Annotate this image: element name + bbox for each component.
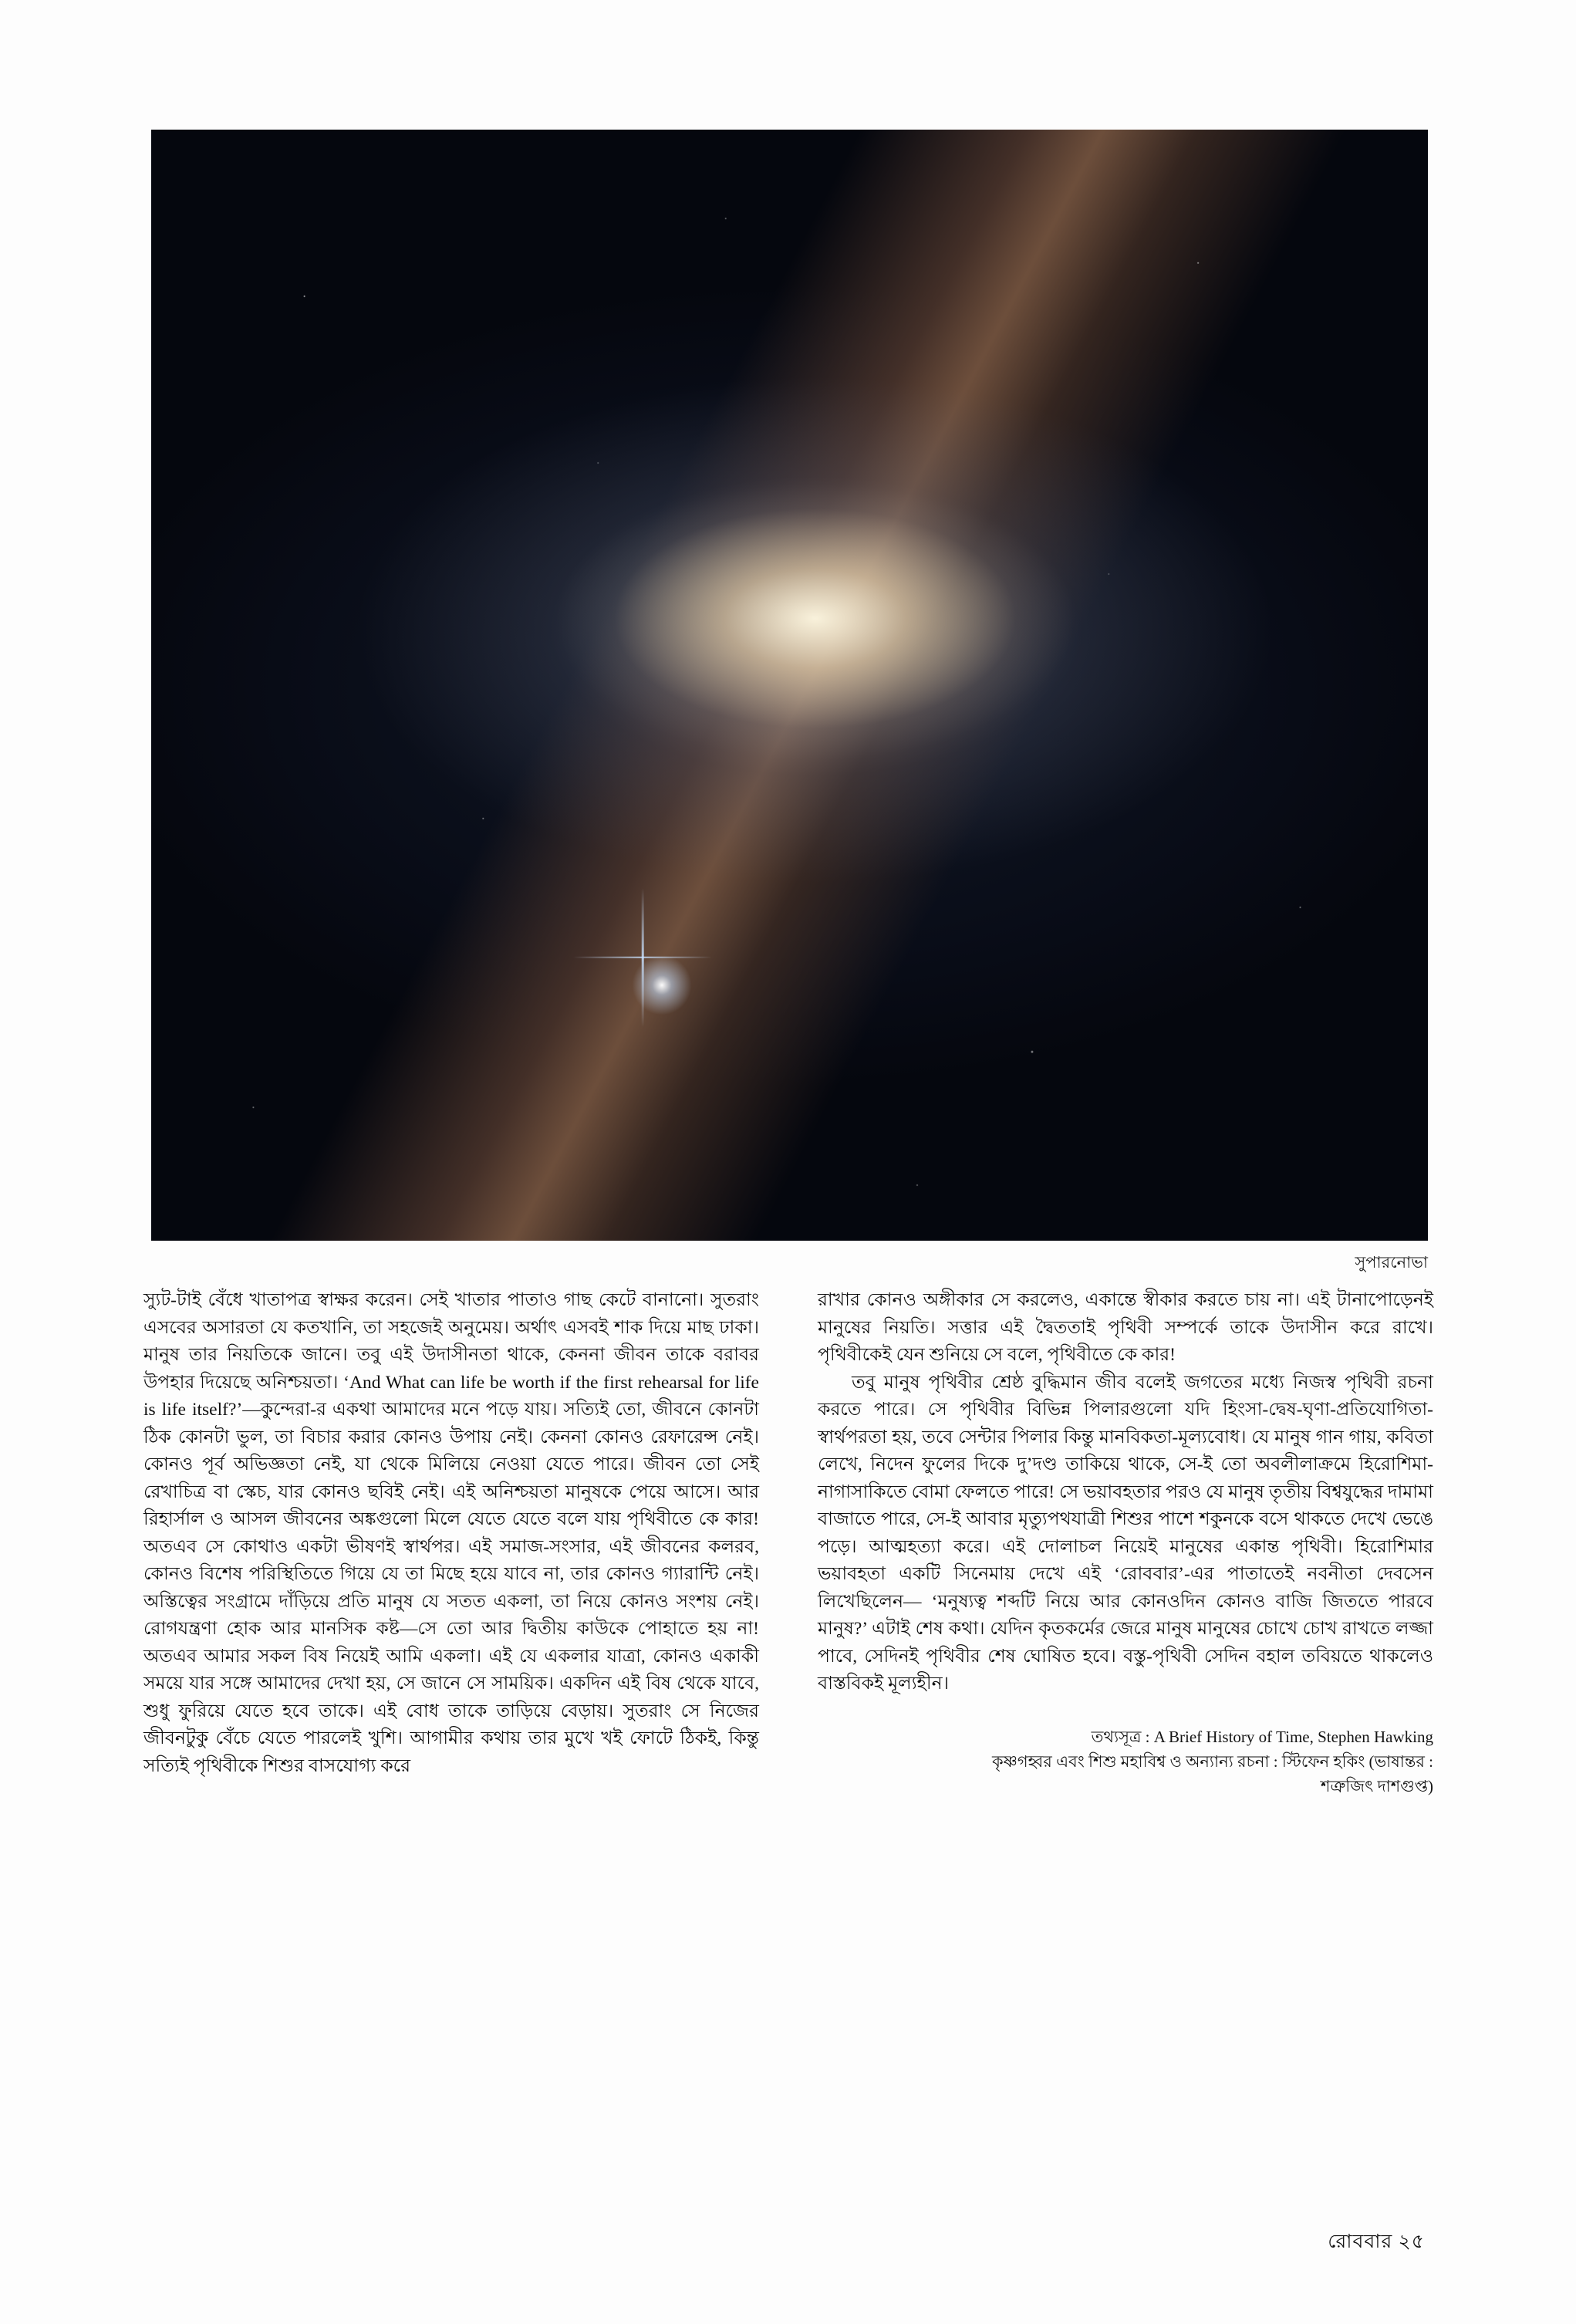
supernova-star-icon: [573, 888, 712, 1027]
supernova-figure: [151, 130, 1428, 1272]
source-line: তথ্যসূত্র : A Brief History of Time, Stephen Hawking: [1091, 1727, 1433, 1746]
supernova-image: [151, 130, 1428, 1241]
page-footer: রোববার ২৫: [1328, 2231, 1425, 2252]
paragraph: রাখার কোনও অঙ্গীকার সে করলেও, একান্তে স্বীকার করতে চায় না। এই টানাপোড়েনই মানুষের নিয়তি। সত্তার এই দ্বৈততাই পৃথিবী সম্পর্কে তাকে উদাসীন করে রাখে। পৃথিবীকেই যেন শুনিয়ে সে বলে, পৃথিবীতে কে কার!: [818, 1290, 1433, 1365]
left-column: [143, 1287, 759, 1799]
source-note: [818, 1724, 1433, 1799]
paragraph: স্যুট-টাই বেঁধে খাতাপত্র স্বাক্ষর করেন। সেই খাতার পাতাও গাছ কেটে বানানো। সুতরাং এসবের অসারতা যে কতখানি, তা সহজেই অনুমেয়। অর্থাৎ এসবই শাক দিয়ে মাছ ঢাকা। মানুষ তার নিয়তিকে জানে। তবু এই উদাসীনতা থাকে, কেননা জীবন তাকে বরাবর উপহার দিয়েছে অনিশ্চয়তা। ‘And What can life be worth if the first rehearsal for life is life itself?’—কুন্দেরা-র একথা আমাদের মনে পড়ে যায়। সত্যিই তো, জীবনে কোনটা ঠিক কোনটা ভুল, তা বিচার করার কোনও উপায় নেই। কেননা কোনও রেফারেন্স নেই। কোনও পূর্ব অভিজ্ঞতা নেই, যা থেকে মিলিয়ে নেওয়া যেতে পারে। জীবন তো সেই রেখাচিত্র বা স্কেচ, যার কোনও ছবিই নেই। এই অনিশ্চয়তা মানুষকে পেয়ে আসে। আর রিহার্সাল ও আসল জীবনের অঙ্কগুলো মিলে যেতে যেতে বলে যায় পৃথিবীতে কে কার! অতএব সে কোথাও একটা ভীষণই স্বার্থপর। এই সমাজ-সংসার, এই জীবনের কলরব, কোনও বিশেষ পরিস্থিতিতে গিয়ে যে তা মিছে হয়ে যাবে না, তার কোনও গ্যারান্টি নেই। অস্তিত্বের সংগ্রামে দাঁড়িয়ে প্রতি মানুষ যে সতত একলা, তা নিয়ে কোনও সংশয় নেই। রোগযন্ত্রণা হোক আর মানসিক কষ্ট—সে তো আর দ্বিতীয় কাউকে পোহাতে হয় না! অতএব আমার সকল বিষ নিয়েই আমি একলা। এই যে একলার যাত্রা, কোনও একাকী সময়ে যার সঙ্গে আমাদের দেখা হয়, সে জানে সে সাময়িক। একদিন এই বিষ থেকে যাবে, শুধু ফুরিয়ে যেতে হবে তাকে। এই বোধ তাকে তাড়িয়ে বেড়ায়। সুতরাং সে নিজের জীবনটুকু বেঁচে যেতে পারলেই খুশি। আগামীর কথায় তার মুখে খই ফোটে ঠিকই, কিন্তু সত্যিই পৃথিবীকে শিশুর বাসযোগ্য করে: [143, 1290, 759, 1776]
paragraph: তবু মানুষ পৃথিবীর শ্রেষ্ঠ বুদ্ধিমান জীব বলেই জগতের মধ্যে নিজস্ব পৃথিবী রচনা করতে পারে। সে পৃথিবীর বিভিন্ন পিলারগুলো যদি হিংসা-দ্বেষ-ঘৃণা-প্রতিযোগিতা-স্বার্থপরতা হয়, তবে সেন্টার পিলার কিন্তু মানবিকতা-মূল্যবোধ। যে মানুষ গান গায়, কবিতা লেখে, নিদেন ফুলের দিকে দু’দণ্ড তাকিয়ে থাকে, সে-ই তো অবলীলাক্রমে হিরোশিমা-নাগাসাকিতে বোমা ফেলতে পারে! সে ভয়াবহতার পরও যে মানুষ তৃতীয় বিশ্বযুদ্ধের দামামা বাজাতে পারে, সে-ই আবার মৃত্যুপথযাত্রী শিশুর পাশে শকুনকে বসে থাকতে দেখে ভেঙে পড়ে। আত্মহত্যা করে। এই দোলাচল নিয়েই মানুষের একান্ত পৃথিবী। হিরোশিমার ভয়াবহতা একটি সিনেমায় দেখে এই ‘রোববার’-এর পাতাতেই নবনীতা দেবসেন লিখেছিলেন— ‘মনুষ্যত্ব শব্দটি নিয়ে আর কোনওদিন কোনও বাজি জিততে পারবে মানুষ?’ এটাই শেষ কথা। যেদিন কৃতকর্মের জেরে মানুষ মানুষের চোখে চোখ রাখতে লজ্জা পাবে, সেদিনই পৃথিবীর শেষ ঘোষিত হবে। বস্তু-পৃথিবী সেদিন বহাল তবিয়তে থাকলেও বাস্তবিকই মূল্যহীন।: [818, 1372, 1433, 1694]
right-column: [818, 1287, 1433, 1799]
figure-caption: সুপারনোভা: [1355, 1253, 1428, 1272]
article-body: [143, 1287, 1433, 1799]
source-line: শত্রুজিৎ দাশগুপ্ত): [1321, 1776, 1433, 1795]
source-line: কৃষ্ণগহ্বর এবং শিশু মহাবিশ্ব ও অন্যান্য রচনা : স্টিফেন হকিং (ভাষান্তর :: [991, 1751, 1433, 1771]
